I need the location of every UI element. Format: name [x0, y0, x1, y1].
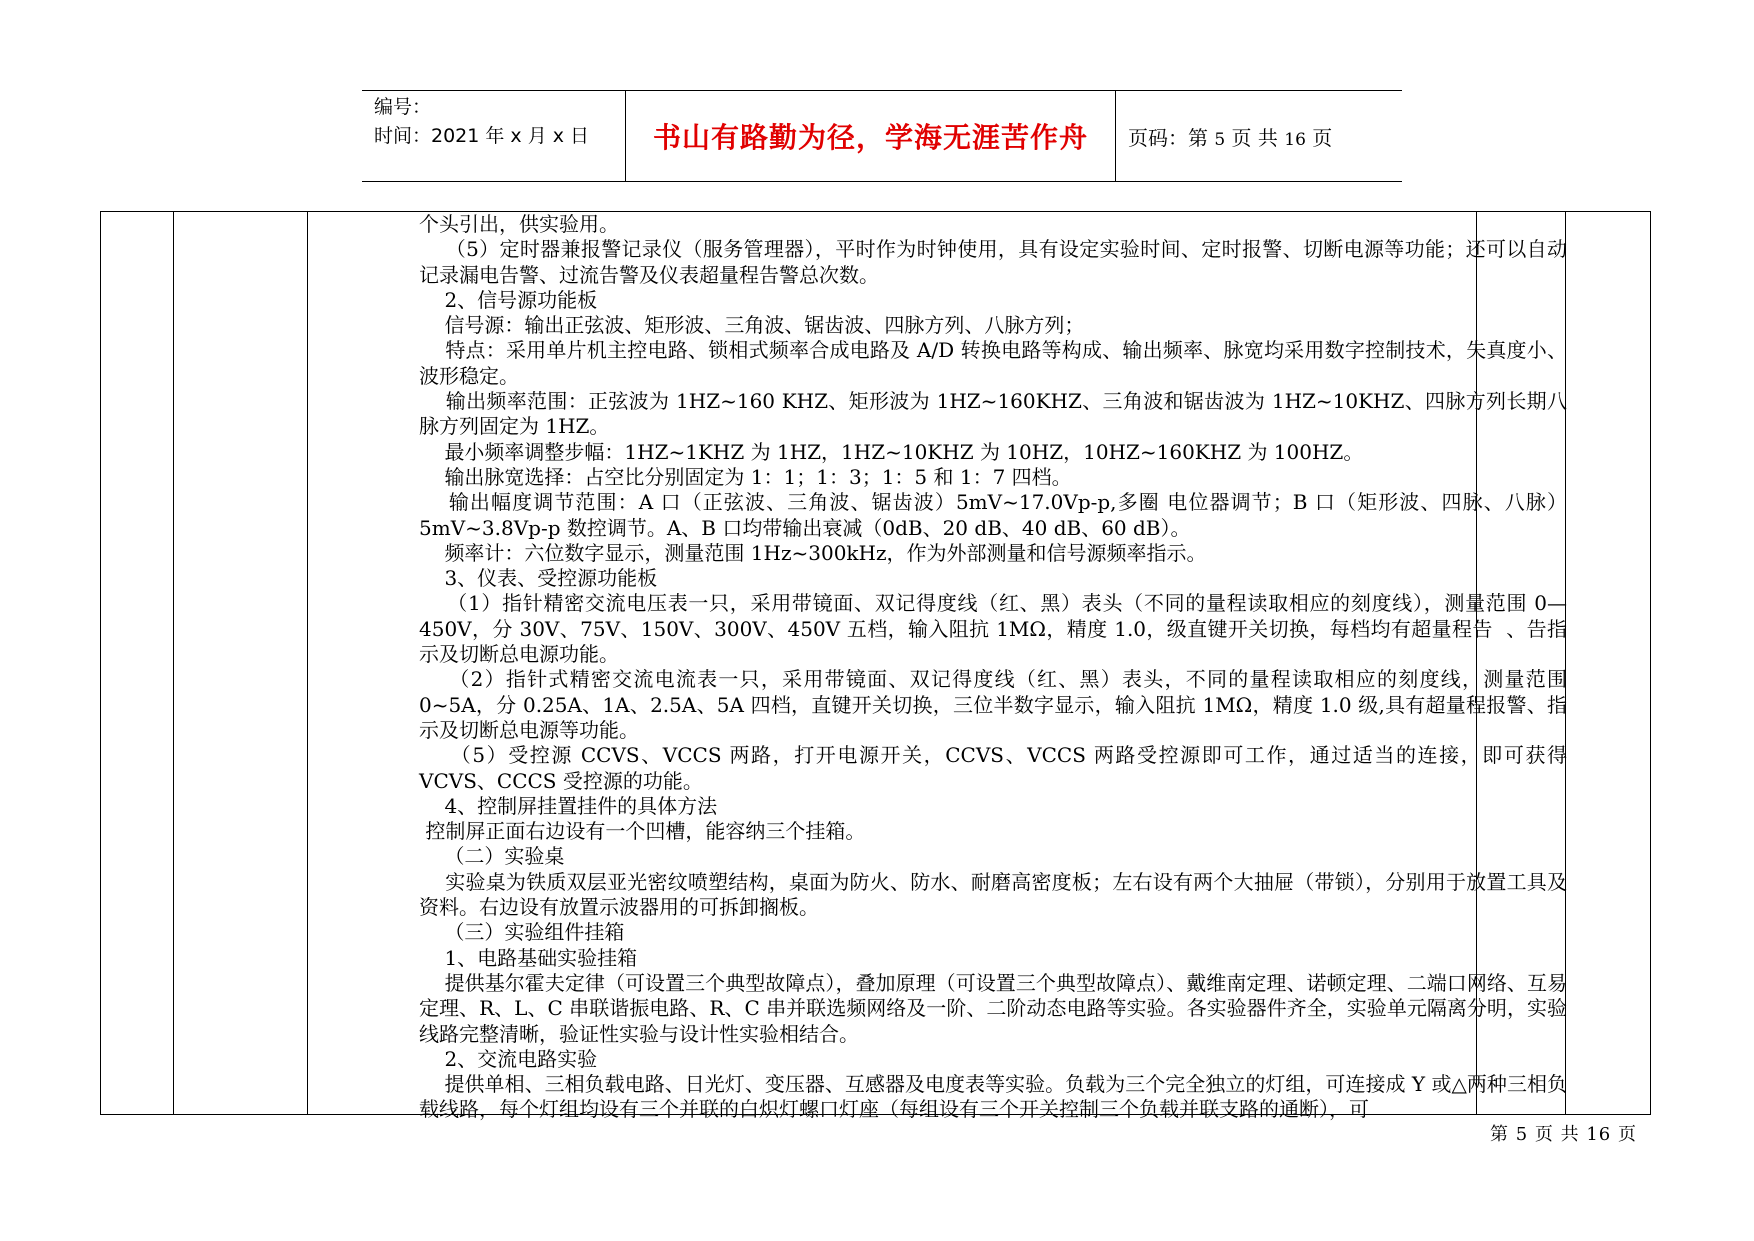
body-paragraph: （5）定时器兼报警记录仪（服务管理器），平时作为时钟使用，具有设定实验时间、定时报警、切断电源等功能；还可以自动记录漏电告警、过流告警及仪表超量程告警总次数。 — [419, 237, 1567, 287]
body-paragraph: 3、仪表、受控源功能板 — [419, 566, 658, 591]
column-divider — [307, 212, 308, 1114]
body-paragraph: 输出频率范围：正弦波为 1HZ~160 KHZ、矩形波为 1HZ~160KHZ、三角波和锯齿波为 1HZ~10KHZ、四脉方列长期八脉方列固定为 1HZ。 — [419, 389, 1568, 439]
body-paragraph: 最小频率调整步幅：1HZ~1KHZ 为 1HZ，1HZ~10KHZ 为 10HZ，10HZ~160KHZ 为 100HZ。 — [419, 439, 1364, 464]
content-table — [100, 211, 1651, 1122]
body-text — [419, 212, 1574, 1123]
body-paragraph: 4、控制屏挂置挂件的具体方法 — [419, 793, 718, 818]
document-number-label: 编号： — [374, 96, 432, 118]
body-paragraph: 信号源：输出正弦波、矩形波、三角波、锯齿波、四脉方列、八脉方列； — [419, 313, 1085, 338]
body-paragraph: 提供单相、三相负载电路、日光灯、变压器、互感器及电度表等实验。负载为三个完全独立的灯组，可连接成 Y 或△两种三相负载线路，每个灯组均设有三个并联的白炽灯螺口灯座（每组设有三个开关控制三个负载并联支路的通断），可 — [419, 1072, 1567, 1122]
page-mid: 页 共 — [1231, 125, 1278, 150]
body-paragraph: （二）实验桌 — [419, 844, 565, 869]
body-paragraph: （5）受控源 CCVS、VCCS 两路，打开电源开关，CCVS、VCCS 两路受控源即可工作，通过适当的连接，即可获得 VCVS、CCCS 受控源的功能。 — [419, 743, 1574, 793]
body-paragraph: （2）指针式精密交流电流表一只，采用带镜面、双记得度线（红、黑）表头，不同的量程读取相应的刻度线，测量范围 0~5A，分 0.25A、1A、2.5A、5A 四档，直键开关切换，三位半数字显示，输入阻抗 1MΩ，精度 1.0 级,具有超量程报警、指示及切断总电源等功能。 — [419, 667, 1574, 742]
header-motto-cell — [626, 91, 1116, 181]
body-paragraph: 实验桌为铁质双层亚光密纹喷塑结构，桌面为防火、防水、耐磨高密度板；左右设有两个大抽屉（带锁），分别用于放置工具及资料。右边设有放置示波器用的可拆卸搁板。 — [419, 869, 1568, 920]
page-total: 16 — [1284, 129, 1306, 150]
page-number-text — [1128, 122, 1402, 151]
document-date: 时间：2021 年 x 月 x 日 — [374, 125, 590, 147]
body-paragraph: 提供基尔霍夫定律（可设置三个典型故障点），叠加原理（可设置三个典型故障点）、戴维南定理、诺顿定理、二端口网络、互易定理、R、L、C 串联谐振电路、R、C 串并联选频网络及一阶、二阶动态电路等实验。各实验器件齐全，实验单元隔离分明，实验线路完整清晰，验证性实验与设计性实验相结合。 — [419, 970, 1568, 1046]
page-header — [362, 90, 1402, 182]
body-paragraph: 1、电路基础实验挂箱 — [419, 945, 638, 970]
body-paragraph: 2、交流电路实验 — [419, 1046, 598, 1071]
body-paragraph: （1）指针精密交流电压表一只，采用带镜面、双记得度线（红、黑）表头（不同的量程读取相应的刻度线），测量范围 0—450V，分 30V、75V、150V、300V、450V 五档，输入阻抗 1MΩ，精度 1.0，级直键开关切换，每档均有超量程告 、告指示及切断总电源功能。 — [419, 591, 1567, 667]
header-page-info — [1116, 91, 1402, 181]
body-paragraph: （三）实验组件挂箱 — [419, 920, 625, 945]
page-prefix: 页码：第 — [1128, 125, 1208, 150]
page-footer: 第 5 页 共 16 页 — [1490, 1124, 1637, 1145]
column-divider — [173, 212, 174, 1114]
body-paragraph: 特点：采用单片机主控电路、锁相式频率合成电路及 A/D 转换电路等构成、输出频率、脉宽均采用数字控制技术，失真度小、波形稳定。 — [419, 338, 1567, 388]
body-paragraph: 个头引出，供实验用。 — [419, 212, 619, 236]
header-motto: 书山有路勤为径，学海无涯苦作舟 — [652, 121, 1088, 154]
page-current: 5 — [1214, 129, 1226, 150]
header-meta — [362, 91, 626, 181]
body-paragraph: 2、信号源功能板 — [419, 287, 598, 312]
page-suffix: 页 — [1312, 125, 1333, 150]
body-paragraph: 输出幅度调节范围：A 口（正弦波、三角波、锯齿波）5mV~17.0Vp-p,多圈 电位器调节；B 口（矩形波、四脉、八脉）5mV~3.8Vp-p 数控调节。A、B 口均带输出衰减（0dB、20 dB、40 dB、60 dB）。 — [419, 490, 1567, 540]
body-paragraph: 频率计：六位数字显示，测量范围 1Hz~300kHz，作为外部测量和信号源频率指示。 — [419, 540, 1207, 565]
body-paragraph: 控制屏正面右边设有一个凹槽，能容纳三个挂箱。 — [419, 819, 866, 844]
body-paragraph: 输出脉宽选择：占空比分别固定为 1：1；1：3；1：5 和 1：7 四档。 — [419, 464, 1072, 489]
